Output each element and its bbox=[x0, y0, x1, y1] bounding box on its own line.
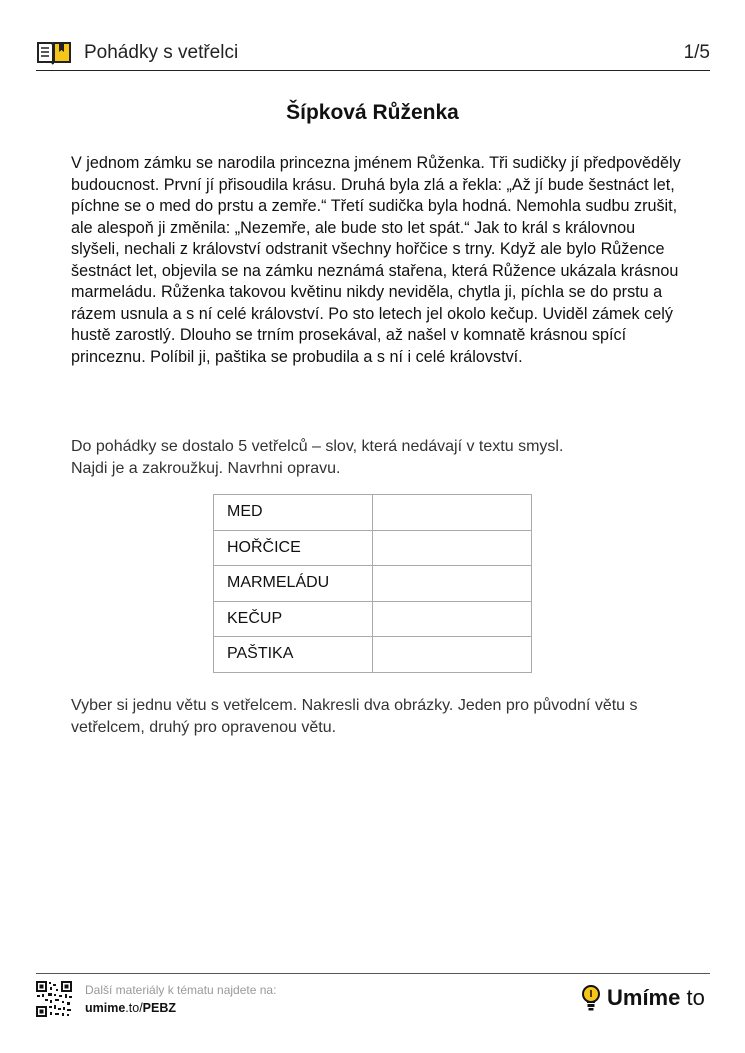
instruction-line: Do pohádky se dostalo 5 vetřelců – slov, která nedávají v textu smysl. bbox=[71, 438, 564, 455]
table-row bbox=[214, 637, 532, 673]
table-row bbox=[214, 601, 532, 637]
intruder-word: MED bbox=[214, 495, 373, 531]
answer-cell[interactable] bbox=[373, 566, 532, 602]
footer-divider bbox=[36, 973, 710, 974]
link-tld: .to/ bbox=[125, 1001, 143, 1015]
instruction bbox=[71, 436, 681, 479]
intruder-word: HOŘČICE bbox=[214, 530, 373, 566]
intruder-word: KEČUP bbox=[214, 601, 373, 637]
link-domain: umime bbox=[85, 1001, 126, 1015]
worksheet-title: Šípková Růženka bbox=[286, 101, 459, 124]
more-materials-link[interactable] bbox=[85, 1001, 176, 1015]
intruder-word: MARMELÁDU bbox=[214, 566, 373, 602]
table-row bbox=[214, 495, 532, 531]
page-header bbox=[36, 40, 710, 71]
brand-bold: Umíme bbox=[607, 985, 681, 1010]
table-row bbox=[214, 566, 532, 602]
brand-logo[interactable] bbox=[580, 984, 710, 1014]
lightbulb-icon bbox=[580, 984, 602, 1017]
table-row bbox=[214, 530, 532, 566]
answer-cell[interactable] bbox=[373, 495, 532, 531]
more-materials-text: Další materiály k tématu najdete na: bbox=[85, 983, 277, 997]
answer-cell[interactable] bbox=[373, 637, 532, 673]
instruction-line: Najdi je a zakroužkuj. Navrhni opravu. bbox=[71, 459, 341, 477]
page-indicator: 1/5 bbox=[683, 42, 710, 63]
link-code: PEBZ bbox=[142, 1001, 177, 1015]
answer-cell[interactable] bbox=[373, 530, 532, 566]
intruder-table bbox=[213, 494, 532, 673]
answer-cell[interactable] bbox=[373, 601, 532, 637]
brand-name bbox=[607, 985, 705, 1011]
book-icon bbox=[36, 40, 72, 71]
brand-light: to bbox=[680, 985, 705, 1010]
drawing-task: Vyber si jednu větu s vetřelcem. Nakresli dva obrázky. Jeden pro původní větu s vetřelcem, druhý pro opravenou větu. bbox=[71, 697, 638, 736]
story-text: V jednom zámku se narodila princezna jménem Růženka. Tři sudičky jí předpověděly budoucnost. První jí přisoudila krásu. Druhá byla zlá a řekla: „Až jí bude šestnáct let, píchne se o med do prstu a zemře.“ Třetí sudička byla hodná. Nemohla sudbu zrušit, ale alespoň ji změnila: „Nezemře, ale bude sto let spát.“ Jak to král s královnou slyšeli, nechali z království odstranit všechny hořčice s trny. Když ale bylo Růžence šestnáct let, objevila se na zámku neznámá stařena, která Růžence ukázala krásnou marmeládu. Růženka takovou květinu nikdy neviděla, chytla ji, píchla se do prstu a rázem usnula a s ní celé království. Po sto letech jel okolo kečup. Uviděl zámek celý hustě zarostlý. Dlouho se trním prosekával, až našel v komnatě krásnou spící princeznu. Políbil ji, paštika se probudila a s ní i celé království. bbox=[71, 154, 681, 366]
series-title: Pohádky s vetřelci bbox=[84, 42, 239, 63]
qr-code-icon[interactable] bbox=[36, 981, 72, 1022]
intruder-word: PAŠTIKA bbox=[214, 637, 373, 673]
